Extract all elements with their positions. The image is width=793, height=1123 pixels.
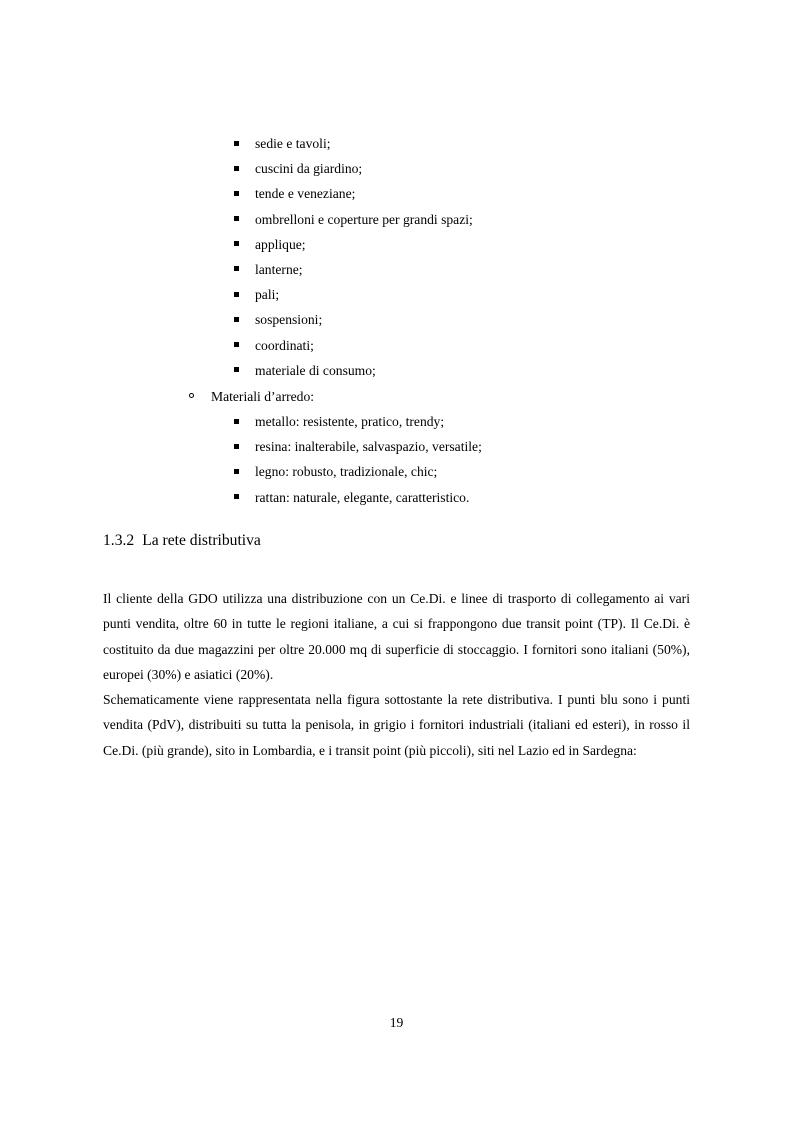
list-item-text: legno: robusto, tradizionale, chic; — [255, 464, 438, 480]
accessories-list — [0, 131, 473, 383]
section-heading — [103, 530, 261, 552]
list-item — [0, 232, 473, 257]
section-title: La rete distributiva — [142, 532, 261, 549]
list-item-text: ombrelloni e coperture per grandi spazi; — [255, 211, 473, 227]
list-item-text: tende e veneziane; — [255, 186, 356, 202]
square-bullet-icon — [234, 292, 239, 297]
list-item — [0, 307, 473, 332]
materials-list — [0, 409, 482, 510]
square-bullet-icon — [234, 444, 239, 449]
list-item-text: rattan: naturale, elegante, caratteristico. — [255, 489, 470, 505]
list-item — [0, 282, 473, 307]
list-item-text: resina: inalterabile, salvaspazio, versatile; — [255, 439, 482, 455]
square-bullet-icon — [234, 342, 239, 347]
section-number: 1.3.2 — [103, 532, 135, 549]
list-item — [0, 257, 473, 282]
square-bullet-icon — [234, 141, 239, 146]
list-item — [0, 434, 482, 459]
list-item-text: materiale di consumo; — [255, 362, 376, 378]
list-item-text: sedie e tavoli; — [255, 136, 331, 151]
materials-list-heading — [0, 384, 314, 409]
materials-heading-text: Materiali d’arredo: — [211, 389, 315, 404]
square-bullet-icon — [234, 266, 239, 271]
square-bullet-icon — [234, 166, 239, 171]
list-item — [0, 333, 473, 358]
body-paragraph: Il cliente della GDO utilizza una distribuzione con un Ce.Di. e linee di trasporto di collegamento ai vari punti vendita, oltre 60 in tutte le regioni italiane, a cui si frappongono due transit point (TP). Il Ce.Di. è costituito da due magazzini per oltre 20.000 mq di superficie di stoccaggio. I fornitori sono italiani (50%), europei (30%) e asiatici (20%). — [103, 591, 690, 682]
list-item-text: applique; — [255, 236, 306, 252]
square-bullet-icon — [234, 419, 239, 424]
page-number: 19 — [389, 1015, 404, 1030]
list-item-text: sospensioni; — [255, 312, 323, 328]
square-bullet-icon — [234, 469, 239, 474]
list-item-text: pali; — [255, 287, 280, 303]
body-paragraph: Schematicamente viene rappresentata nella figura sottostante la rete distributiva. I punti blu sono i punti vendita (PdV), distribuiti su tutta la penisola, in grigio i fornitori industriali (italiani ed esteri), in rosso il Ce.Di. (più grande), sito in Lombardia, e i transit point (più piccoli), siti nel Lazio ed in Sardegna: — [103, 692, 690, 758]
list-item-text: cuscini da giardino; — [255, 161, 363, 177]
list-item — [0, 131, 473, 156]
list-item-text: lanterne; — [255, 261, 303, 277]
list-item — [0, 181, 473, 206]
square-bullet-icon — [234, 216, 239, 221]
list-item-text: metallo: resistente, pratico, trendy; — [255, 414, 445, 429]
circle-bullet-icon — [189, 393, 194, 398]
list-item — [0, 358, 473, 383]
list-item-text: coordinati; — [255, 337, 314, 353]
list-item — [0, 485, 482, 510]
square-bullet-icon — [234, 494, 239, 499]
list-item — [0, 207, 473, 232]
square-bullet-icon — [234, 241, 239, 246]
list-item — [0, 459, 482, 484]
list-item — [0, 156, 473, 181]
square-bullet-icon — [234, 367, 239, 372]
list-item — [0, 409, 482, 434]
square-bullet-icon — [234, 191, 239, 196]
square-bullet-icon — [234, 317, 239, 322]
